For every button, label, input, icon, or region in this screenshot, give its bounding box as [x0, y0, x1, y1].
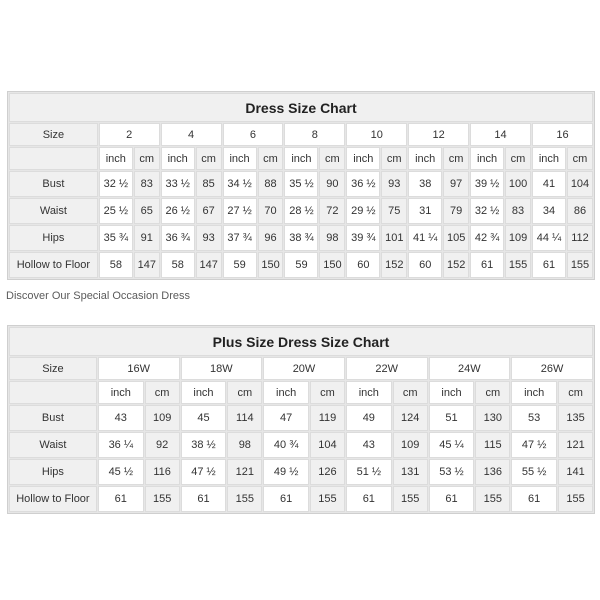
- value-cm-cell: 101: [381, 225, 407, 251]
- value-inch-cell: 53 ½: [429, 459, 475, 485]
- value-inch-cell: 47 ½: [511, 432, 557, 458]
- value-inch-cell: 31: [408, 198, 442, 224]
- value-inch-cell: 61: [470, 252, 504, 278]
- value-inch-cell: 58: [161, 252, 195, 278]
- unit-cm-cell: cm: [196, 147, 222, 170]
- unit-inch-cell: inch: [532, 147, 566, 170]
- value-inch-cell: 36 ¾: [161, 225, 195, 251]
- value-inch-cell: 29 ½: [346, 198, 380, 224]
- value-inch-cell: 37 ¾: [223, 225, 257, 251]
- value-inch-cell: 45 ½: [98, 459, 144, 485]
- measurement-row: [9, 171, 593, 197]
- value-inch-cell: 61: [429, 486, 475, 512]
- measurement-label: Hips: [9, 225, 98, 251]
- value-cm-cell: 141: [558, 459, 593, 485]
- value-cm-cell: 92: [145, 432, 180, 458]
- size-cell: 10: [346, 123, 407, 146]
- unit-row: [9, 381, 593, 404]
- value-cm-cell: 109: [145, 405, 180, 431]
- measurement-row: [9, 486, 593, 512]
- value-inch-cell: 53: [511, 405, 557, 431]
- unit-inch-cell: inch: [470, 147, 504, 170]
- unit-inch-cell: inch: [511, 381, 557, 404]
- value-cm-cell: 147: [134, 252, 160, 278]
- value-inch-cell: 38 ½: [181, 432, 227, 458]
- value-cm-cell: 86: [567, 198, 593, 224]
- measurement-row: [9, 405, 593, 431]
- value-cm-cell: 147: [196, 252, 222, 278]
- value-inch-cell: 34: [532, 198, 566, 224]
- value-inch-cell: 55 ½: [511, 459, 557, 485]
- value-inch-cell: 33 ½: [161, 171, 195, 197]
- value-inch-cell: 35 ½: [284, 171, 318, 197]
- value-inch-cell: 47: [263, 405, 309, 431]
- value-cm-cell: 155: [145, 486, 180, 512]
- value-cm-cell: 150: [319, 252, 345, 278]
- value-inch-cell: 49 ½: [263, 459, 309, 485]
- value-cm-cell: 121: [558, 432, 593, 458]
- unit-row-spacer: [9, 147, 98, 170]
- value-inch-cell: 44 ¼: [532, 225, 566, 251]
- value-inch-cell: 28 ½: [284, 198, 318, 224]
- measurement-label: Bust: [9, 405, 97, 431]
- value-cm-cell: 116: [145, 459, 180, 485]
- unit-cm-cell: cm: [258, 147, 284, 170]
- value-cm-cell: 130: [475, 405, 510, 431]
- value-cm-cell: 119: [310, 405, 345, 431]
- value-cm-cell: 155: [310, 486, 345, 512]
- value-cm-cell: 155: [558, 486, 593, 512]
- value-cm-cell: 109: [393, 432, 428, 458]
- unit-inch-cell: inch: [346, 381, 392, 404]
- value-cm-cell: 124: [393, 405, 428, 431]
- size-cell: 2: [99, 123, 160, 146]
- discover-text: Discover Our Special Occasion Dress: [6, 290, 191, 302]
- unit-row: [9, 147, 593, 170]
- value-cm-cell: 67: [196, 198, 222, 224]
- measurement-row: [9, 459, 593, 485]
- value-cm-cell: 155: [393, 486, 428, 512]
- measurement-row: [9, 252, 593, 278]
- value-cm-cell: 97: [443, 171, 469, 197]
- unit-cm-cell: cm: [227, 381, 262, 404]
- value-cm-cell: 65: [134, 198, 160, 224]
- value-cm-cell: 90: [319, 171, 345, 197]
- size-cell: 4: [161, 123, 222, 146]
- unit-inch-cell: inch: [223, 147, 257, 170]
- unit-cm-cell: cm: [505, 147, 531, 170]
- measurement-row: [9, 198, 593, 224]
- value-inch-cell: 32 ½: [470, 198, 504, 224]
- unit-inch-cell: inch: [263, 381, 309, 404]
- unit-cm-cell: cm: [443, 147, 469, 170]
- value-cm-cell: 91: [134, 225, 160, 251]
- size-row: [9, 357, 593, 380]
- value-cm-cell: 135: [558, 405, 593, 431]
- size-row-label: Size: [9, 123, 98, 146]
- unit-cm-cell: cm: [381, 147, 407, 170]
- unit-cm-cell: cm: [567, 147, 593, 170]
- unit-inch-cell: inch: [429, 381, 475, 404]
- value-cm-cell: 115: [475, 432, 510, 458]
- value-cm-cell: 152: [381, 252, 407, 278]
- value-cm-cell: 155: [475, 486, 510, 512]
- value-inch-cell: 49: [346, 405, 392, 431]
- value-inch-cell: 60: [408, 252, 442, 278]
- unit-inch-cell: inch: [284, 147, 318, 170]
- value-cm-cell: 155: [567, 252, 593, 278]
- measurement-label: Waist: [9, 432, 97, 458]
- unit-cm-cell: cm: [145, 381, 180, 404]
- unit-inch-cell: inch: [99, 147, 133, 170]
- measurement-label: Hollow to Floor: [9, 486, 97, 512]
- measurement-row: [9, 225, 593, 251]
- value-inch-cell: 60: [346, 252, 380, 278]
- size-row: [9, 123, 593, 146]
- size-cell: 22W: [346, 357, 428, 380]
- value-inch-cell: 51 ½: [346, 459, 392, 485]
- value-inch-cell: 45: [181, 405, 227, 431]
- size-cell: 26W: [511, 357, 593, 380]
- value-inch-cell: 45 ¼: [429, 432, 475, 458]
- value-cm-cell: 114: [227, 405, 262, 431]
- value-cm-cell: 96: [258, 225, 284, 251]
- size-cell: 18W: [181, 357, 263, 380]
- value-inch-cell: 26 ½: [161, 198, 195, 224]
- unit-cm-cell: cm: [310, 381, 345, 404]
- plus-size-dress-size-chart-table: [7, 325, 595, 514]
- value-inch-cell: 61: [263, 486, 309, 512]
- value-inch-cell: 36 ¼: [98, 432, 144, 458]
- value-inch-cell: 38: [408, 171, 442, 197]
- size-cell: 20W: [263, 357, 345, 380]
- value-inch-cell: 36 ½: [346, 171, 380, 197]
- value-cm-cell: 75: [381, 198, 407, 224]
- value-inch-cell: 61: [98, 486, 144, 512]
- unit-inch-cell: inch: [408, 147, 442, 170]
- value-cm-cell: 104: [310, 432, 345, 458]
- value-cm-cell: 83: [505, 198, 531, 224]
- value-cm-cell: 126: [310, 459, 345, 485]
- measurement-label: Bust: [9, 171, 98, 197]
- value-cm-cell: 93: [381, 171, 407, 197]
- size-cell: 24W: [429, 357, 511, 380]
- value-cm-cell: 109: [505, 225, 531, 251]
- value-inch-cell: 43: [98, 405, 144, 431]
- value-cm-cell: 136: [475, 459, 510, 485]
- value-cm-cell: 83: [134, 171, 160, 197]
- unit-inch-cell: inch: [161, 147, 195, 170]
- value-cm-cell: 98: [227, 432, 262, 458]
- chart-title-row: [9, 93, 593, 122]
- value-cm-cell: 131: [393, 459, 428, 485]
- size-cell: 16W: [98, 357, 180, 380]
- value-cm-cell: 93: [196, 225, 222, 251]
- measurement-label: Hollow to Floor: [9, 252, 98, 278]
- value-inch-cell: 34 ½: [223, 171, 257, 197]
- value-cm-cell: 155: [505, 252, 531, 278]
- value-inch-cell: 41 ¼: [408, 225, 442, 251]
- unit-inch-cell: inch: [181, 381, 227, 404]
- value-inch-cell: 58: [99, 252, 133, 278]
- value-cm-cell: 88: [258, 171, 284, 197]
- value-cm-cell: 105: [443, 225, 469, 251]
- unit-inch-cell: inch: [346, 147, 380, 170]
- chart-title: Plus Size Dress Size Chart: [9, 327, 593, 356]
- value-cm-cell: 72: [319, 198, 345, 224]
- value-cm-cell: 98: [319, 225, 345, 251]
- value-inch-cell: 61: [532, 252, 566, 278]
- value-inch-cell: 47 ½: [181, 459, 227, 485]
- value-cm-cell: 104: [567, 171, 593, 197]
- measurement-label: Waist: [9, 198, 98, 224]
- value-cm-cell: 155: [227, 486, 262, 512]
- size-cell: 8: [284, 123, 345, 146]
- value-inch-cell: 43: [346, 432, 392, 458]
- unit-cm-cell: cm: [134, 147, 160, 170]
- unit-cm-cell: cm: [393, 381, 428, 404]
- measurement-row: [9, 432, 593, 458]
- measurement-label: Hips: [9, 459, 97, 485]
- dress-size-chart-table: [7, 91, 595, 280]
- value-cm-cell: 112: [567, 225, 593, 251]
- value-inch-cell: 61: [181, 486, 227, 512]
- value-inch-cell: 27 ½: [223, 198, 257, 224]
- size-cell: 6: [223, 123, 284, 146]
- size-cell: 16: [532, 123, 593, 146]
- value-inch-cell: 40 ¾: [263, 432, 309, 458]
- value-cm-cell: 121: [227, 459, 262, 485]
- unit-inch-cell: inch: [98, 381, 144, 404]
- size-cell: 12: [408, 123, 469, 146]
- value-inch-cell: 35 ¾: [99, 225, 133, 251]
- value-cm-cell: 100: [505, 171, 531, 197]
- value-inch-cell: 61: [346, 486, 392, 512]
- value-inch-cell: 39 ¾: [346, 225, 380, 251]
- value-inch-cell: 41: [532, 171, 566, 197]
- value-inch-cell: 61: [511, 486, 557, 512]
- unit-cm-cell: cm: [319, 147, 345, 170]
- size-row-label: Size: [9, 357, 97, 380]
- value-inch-cell: 25 ½: [99, 198, 133, 224]
- value-inch-cell: 32 ½: [99, 171, 133, 197]
- value-cm-cell: 70: [258, 198, 284, 224]
- value-cm-cell: 152: [443, 252, 469, 278]
- value-inch-cell: 39 ½: [470, 171, 504, 197]
- unit-row-spacer: [9, 381, 97, 404]
- value-inch-cell: 59: [284, 252, 318, 278]
- value-inch-cell: 51: [429, 405, 475, 431]
- chart-title: Dress Size Chart: [9, 93, 593, 122]
- value-inch-cell: 38 ¾: [284, 225, 318, 251]
- value-inch-cell: 59: [223, 252, 257, 278]
- unit-cm-cell: cm: [558, 381, 593, 404]
- value-cm-cell: 79: [443, 198, 469, 224]
- size-cell: 14: [470, 123, 531, 146]
- value-inch-cell: 42 ¾: [470, 225, 504, 251]
- chart-title-row: [9, 327, 593, 356]
- unit-cm-cell: cm: [475, 381, 510, 404]
- value-cm-cell: 150: [258, 252, 284, 278]
- value-cm-cell: 85: [196, 171, 222, 197]
